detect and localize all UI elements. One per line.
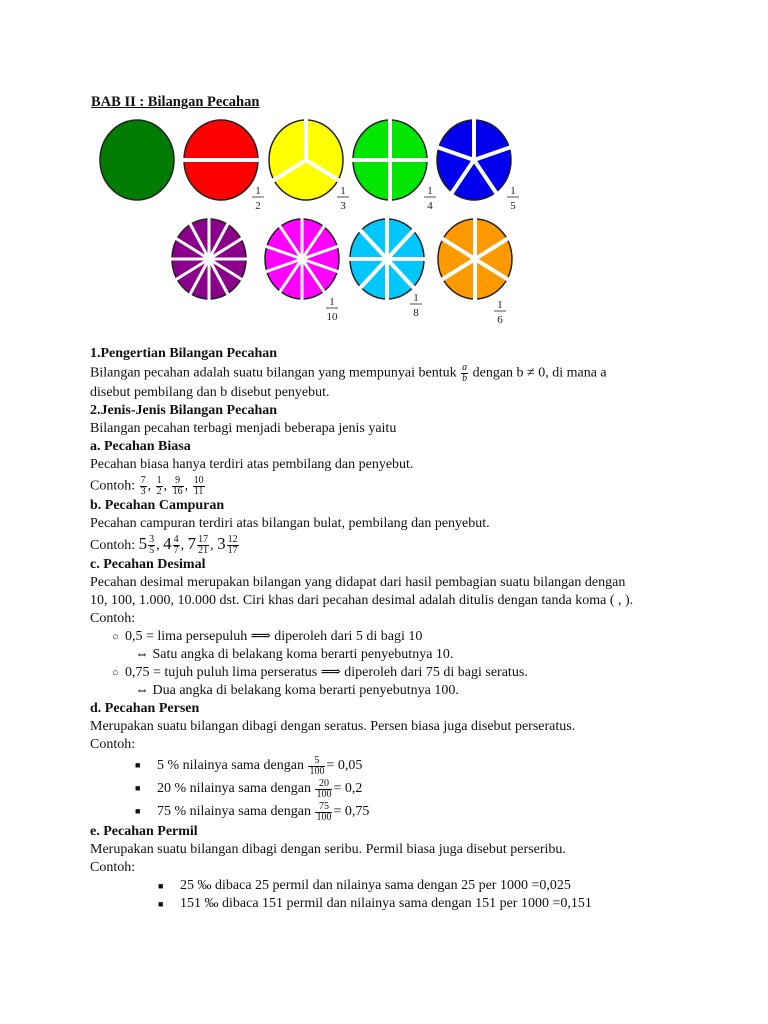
paragraph-persen: Merupakan suatu bilangan dibagi dengan seratus. Persen biasa juga disebut perseratus. [90,719,576,735]
fraction-circle [183,120,259,200]
heading-pecahan-persen: d. Pecahan Persen [90,701,200,717]
fraction-circle [352,119,428,201]
list-item: ■ 20 % nilainya sama dengan $\frac{20}{100}$ = 0,2 [135,777,363,800]
fraction: $\frac{75}{100}$ [316,800,332,823]
page-title: BAB II : Bilangan Pecahan [91,94,260,110]
fraction: $\frac{9}{16}$ [172,475,183,497]
heading-pecahan-campuran: b. Pecahan Campuran [90,498,225,513]
fraction-label [337,185,349,212]
circle-bullet-icon: ○ [112,667,119,680]
fraction-label [326,296,338,323]
square-bullet-icon: ■ [135,760,141,771]
mixed-whole: 5 [138,534,148,553]
mixed-whole: 4 [163,534,172,553]
fraction-label [424,185,436,212]
svg-text:10: 10 [326,311,338,323]
svg-text:1: 1 [340,185,346,197]
fraction: $\frac{3}{5}$ [149,534,155,557]
fraction: $\frac{20}{100}$ [316,777,332,800]
fraction-circle [349,218,425,300]
fraction: $\frac{10}{11}$ [193,475,204,497]
svg-text:5: 5 [510,200,516,212]
list-item: ■ 25 ‰ dibaca 25 permil dan nilainya sama dengan 25 per 1000 =0,025 [158,878,571,894]
square-bullet-icon: ■ [135,806,141,817]
square-bullet-icon: ■ [158,899,164,910]
heading-pecahan-permil: e. Pecahan Permil [90,824,198,840]
heading-pengertian: 1.Pengertian Bilangan Pecahan [90,346,278,361]
example-pecahan-campuran: Contoh: 5 $\frac{3}{5}$ , 4 $\frac{4}{7}$ , 7 $\frac{17}{21}$ , 3 $\frac{12}{17}$ [90,534,238,557]
list-permil [90,877,710,913]
fraction-circle [100,120,174,200]
heading-jenis: 2.Jenis-Jenis Bilangan Pecahan [90,403,278,418]
paragraph-pengertian-2: disebut pembilang dan b disebut penyebut. [90,385,330,400]
paragraph-pecahan-biasa: Pecahan biasa hanya terdiri atas pembilang dan penyebut. [90,457,414,472]
example-pecahan-biasa: Contoh: $\frac{7}{3}$ , $\frac{1}{2}$ , $\frac{9}{16}$ , $\frac{10}{11}$ [90,475,204,497]
square-bullet-icon: ■ [158,881,164,892]
paragraph-pecahan-campuran: Pecahan campuran terdiri atas bilangan bulat, pembilang dan penyebut. [90,516,490,531]
fraction: $\frac{5}{100}$ [309,754,325,777]
contoh-desimal: Contoh: [90,611,136,627]
svg-text:2: 2 [255,200,261,212]
fraction-label [507,185,519,212]
fraction-circle [437,119,511,200]
paragraph-desimal-1: Pecahan desimal merupakan bilangan yang didapat dari hasil pembagian suatu bilangan dengan [90,575,626,591]
paragraph-pengertian: Bilangan pecahan adalah suatu bilangan yang mempunyai bentuk $\frac{a}{b}$ dengan b ≠ 0, di mana a [90,362,607,384]
fraction-label [410,292,422,319]
svg-text:1: 1 [413,292,419,304]
fraction: $\frac{12}{17}$ [227,534,238,557]
svg-text:3: 3 [340,200,346,212]
fraction-label [494,299,506,326]
fraction-circle [171,218,247,300]
paragraph-permil: Merupakan suatu bilangan dibagi dengan seribu. Permil biasa juga disebut perseribu. [90,842,566,858]
svg-text:6: 6 [497,314,503,326]
document-body [90,345,710,913]
svg-text:1: 1 [510,185,516,197]
fraction: $\frac{1}{2}$ [156,475,162,497]
svg-text:1: 1 [497,299,503,311]
list-item: ■ 75 % nilainya sama dengan $\frac{75}{100}$ = 0,75 [135,800,370,823]
paragraph-jenis: Bilangan pecahan terbagi menjadi beberapa jenis yaitu [90,421,397,436]
fraction-label [252,185,264,212]
contoh-permil: Contoh: [90,860,136,876]
square-bullet-icon: ■ [135,783,141,794]
heading-pecahan-desimal: c. Pecahan Desimal [90,557,206,573]
list-item: ■ 5 % nilainya sama dengan $\frac{5}{100}$ = 0,05 [135,754,363,777]
svg-text:1: 1 [329,296,335,308]
list-desimal [90,628,710,700]
fraction-circle [265,218,339,300]
list-item: ○ 0,5 = lima persepuluh ⟹ diperoleh dari 5 di bagi 10 ⇔ Satu angka di belakang koma berarti penyebutnya 10. [112,629,454,663]
fraction: $\frac{4}{7}$ [173,534,179,557]
fraction: $\frac{7}{3}$ [140,475,146,497]
heading-pecahan-biasa: a. Pecahan Biasa [90,439,191,454]
fraction-circles-figure [0,0,768,345]
svg-text:1: 1 [255,185,261,197]
svg-text:8: 8 [413,307,419,319]
svg-text:4: 4 [427,200,433,212]
mixed-whole: 3 [217,534,226,553]
fraction-circle [269,119,343,200]
fraction: $\frac{17}{21}$ [198,534,209,557]
fraction-circle [438,218,512,300]
list-item: ■ 151 ‰ dibaca 151 permil dan nilainya sama dengan 151 per 1000 =0,151 [158,896,592,912]
paragraph-desimal-2: 10, 100, 1.000, 10.000 dst. Ciri khas dari pecahan desimal adalah ditulis dengan tanda koma ( , ). [90,593,634,609]
svg-text:1: 1 [427,185,433,197]
circle-bullet-icon: ○ [112,631,119,644]
list-persen [90,754,710,823]
list-item: ○ 0,75 = tujuh puluh lima perseratus ⟹ diperoleh dari 75 di bagi seratus. ⇔ Dua angka di belakang koma berarti penyebutnya 100. [112,665,528,699]
contoh-persen: Contoh: [90,737,136,753]
fraction-a-over-b: $\frac{a}{b}$ [462,362,468,384]
mixed-whole: 7 [187,534,197,553]
